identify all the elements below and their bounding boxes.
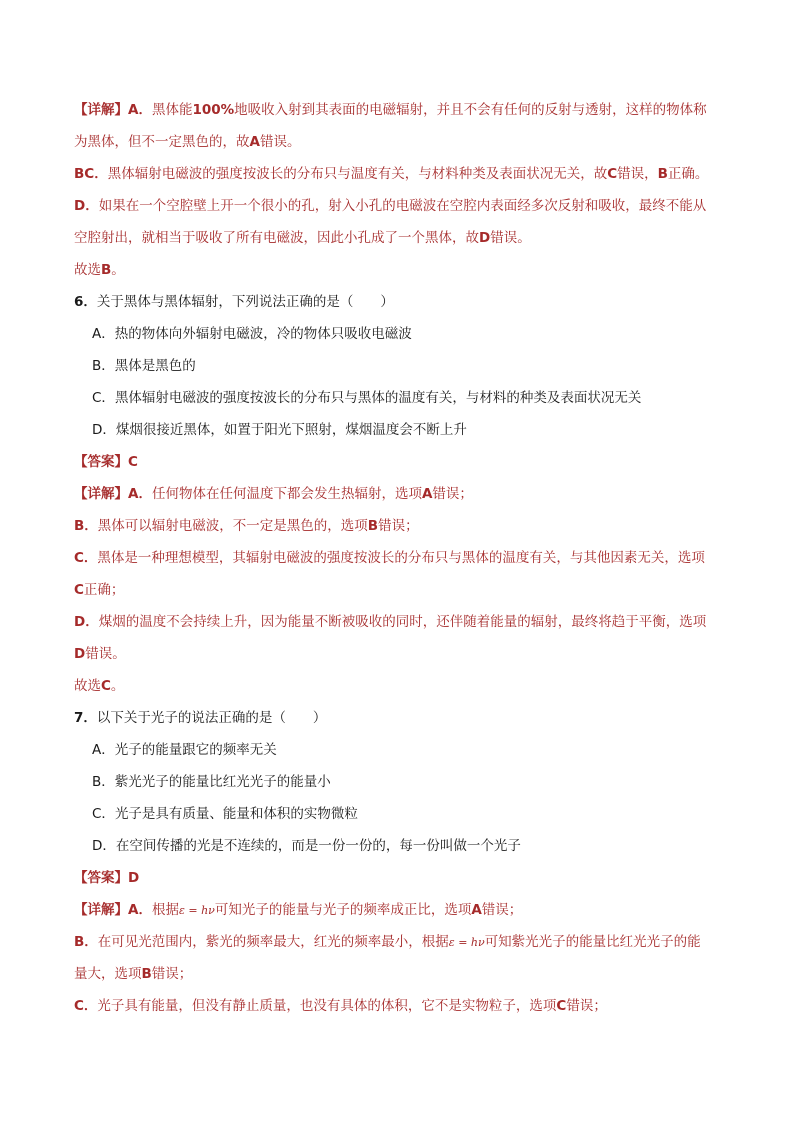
detail-6-c-line2: C正确； <box>74 582 125 598</box>
detail-5-a-line1: 【详解】A．黑体能100%地吸收入射到其表面的电磁辐射，并且不会有任何的反射与透射，这样的物体称 <box>74 102 707 118</box>
detail-7-b-line1: B．在可见光范围内，紫光的频率最大，红光的频率最小，根据ε = hν可知紫光光子的能量比红光光子的能 <box>74 934 701 950</box>
detail-5-d-line2: 空腔射出，就相当于吸收了所有电磁波，因此小孔成了一个黑体，故D错误。 <box>74 230 531 246</box>
detail-7-b-line2: 量大，选项B错误； <box>74 966 193 982</box>
detail-6-d-line1: D．煤烟的温度不会持续上升，因为能量不断被吸收的同时，还伴随着能量的辐射，最终将趋于平衡，选项 <box>74 614 707 630</box>
detail-7-a: 【详解】A．根据ε = hν可知光子的能量与光子的频率成正比，选项A错误； <box>74 902 523 918</box>
option-7-b: B．紫光光子的能量比红光光子的能量小 <box>92 774 331 790</box>
detail-6-a: 【详解】A．任何物体在任何温度下都会发生热辐射，选项A错误； <box>74 486 473 502</box>
option-7-d: D．在空间传播的光是不连续的，而是一份一份的，每一份叫做一个光子 <box>92 838 521 854</box>
detail-tag: 【详解】 <box>74 102 128 118</box>
choose-6: 故选C。 <box>74 678 125 694</box>
formula: ε = hν <box>178 904 215 917</box>
question-6-stem: 6．关于黑体与黑体辐射，下列说法正确的是（ ） <box>74 294 394 310</box>
option-6-b: B．黑体是黑色的 <box>92 358 196 374</box>
detail-5-a-line2: 为黑体，但不一定黑色的，故A错误。 <box>74 134 301 150</box>
question-7-stem: 7．以下关于光子的说法正确的是（ ） <box>74 710 327 726</box>
option-6-c: C．黑体辐射电磁波的强度按波长的分布只与黑体的温度有关，与材料的种类及表面状况无关 <box>92 390 642 406</box>
formula: ε = hν <box>448 936 485 949</box>
option-7-c: C．光子是具有质量、能量和体积的实物微粒 <box>92 806 358 822</box>
choose-5: 故选B。 <box>74 262 125 278</box>
option-7-a: A．光子的能量跟它的频率无关 <box>92 742 277 758</box>
answer-7: 【答案】D <box>74 870 140 886</box>
option-6-a: A．热的物体向外辐射电磁波，冷的物体只吸收电磁波 <box>92 326 412 342</box>
detail-6-c-line1: C．黑体是一种理想模型，其辐射电磁波的强度按波长的分布只与黑体的温度有关，与其他因素无关，选项 <box>74 550 705 566</box>
answer-6: 【答案】C <box>74 454 138 470</box>
detail-5-bc: BC．黑体辐射电磁波的强度按波长的分布只与温度有关，与材料种类及表面状况无关，故C错误，B正确。 <box>74 166 709 182</box>
detail-7-c: C．光子具有能量，但没有静止质量，也没有具体的体积，它不是实物粒子，选项C错误； <box>74 998 607 1014</box>
option-6-d: D．煤烟很接近黑体，如置于阳光下照射，煤烟温度会不断上升 <box>92 422 467 438</box>
detail-6-b: B．黑体可以辐射电磁波，不一定是黑色的，选项B错误； <box>74 518 419 534</box>
detail-6-d-line2: D错误。 <box>74 646 126 662</box>
detail-5-d-line1: D．如果在一个空腔壁上开一个很小的孔，射入小孔的电磁波在空腔内表面经多次反射和吸收，最终不能从 <box>74 198 707 214</box>
